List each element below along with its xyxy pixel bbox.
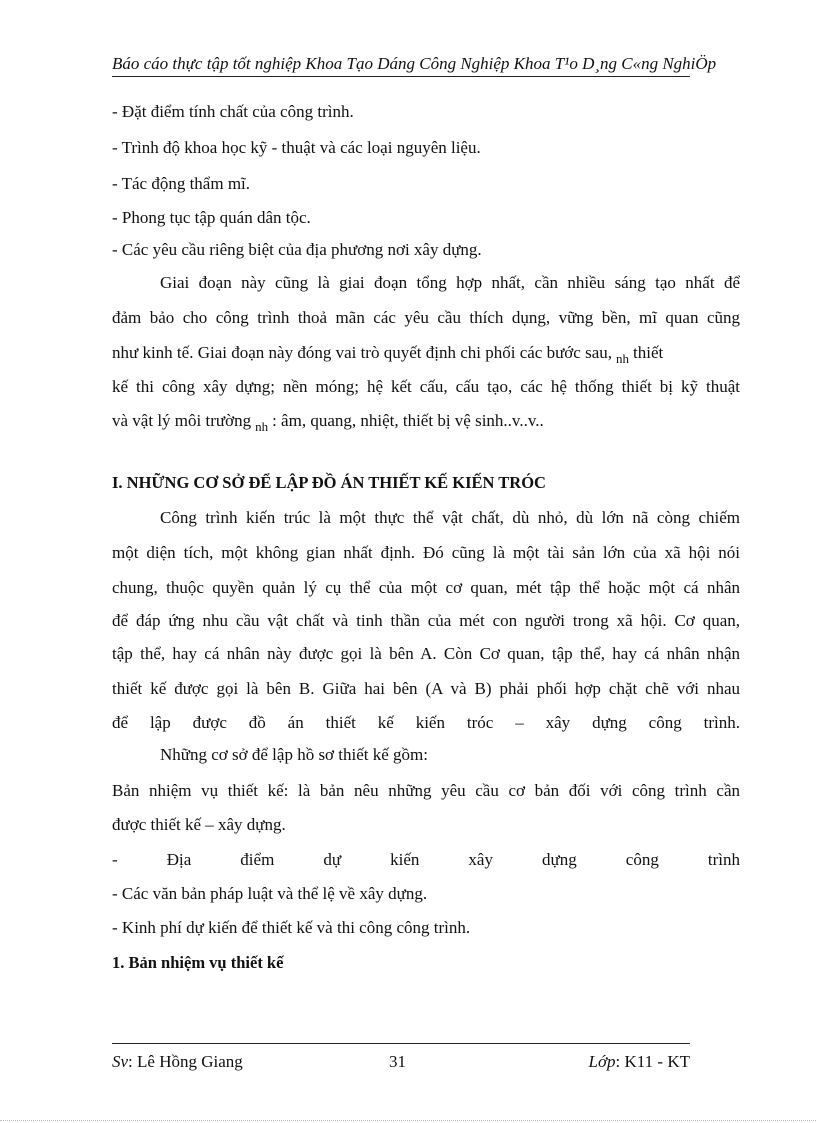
paragraph-line: để đáp ứng nhu cầu vật chất và tinh thần của mét con người trong xã hội. Cơ quan,: [112, 611, 740, 630]
body-line: - Đặt điểm tính chất của công trình.: [112, 102, 354, 121]
student-name: : Lê Hồng Giang: [128, 1052, 243, 1071]
paragraph-line: đảm bảo cho công trình thoả mãn các yêu cầu thích dụng, vững bền, mĩ quan cũng: [112, 308, 740, 327]
text-span: thiết: [633, 343, 664, 362]
paragraph-line: chung, thuộc quyền quản lý cụ thể của một cơ quan, mét tập thể hoặc một cá nhân: [112, 578, 740, 597]
page-number: 31: [389, 1052, 406, 1071]
body-line: - Tác động thẩm mĩ.: [112, 174, 251, 193]
paragraph-line: - Địa điểm dự kiến xây dựng công trình: [112, 850, 740, 869]
text-span: : âm, quang, nhiệt, thiết bị vệ sinh..v..v..: [272, 411, 544, 430]
body-line: - Các yêu cầu riêng biệt của địa phương nơi xây dựng.: [112, 240, 482, 259]
page-header: Báo cáo thực tập tốt nghiệp Khoa Tạo Dáng Công Nghiệp Khoa T¹o D¸ng C«ng NghiÖp: [112, 54, 717, 73]
paragraph-line: kế thi công xây dựng; nền móng; hệ kết cấu, cấu tạo, các hệ thống thiết bị kỹ thuật: [112, 377, 740, 396]
paragraph-line: Công trình kiến trúc là một thực thể vật chất, dù nhỏ, dù lớn nã còng chiếm: [160, 508, 740, 527]
paragraph-line: thiết kế được gọi là bên B. Giữa hai bên (A và B) phải phối hợp chặt chẽ với nhau: [112, 679, 740, 698]
section-heading: I. NHỮNG CƠ SỞ ĐỂ LẬP ĐỒ ÁN THIẾT KẾ KIẾN TRÓC: [112, 473, 546, 492]
paragraph-line: được thiết kế – xây dựng.: [112, 815, 286, 834]
body-line: - Các văn bản pháp luật và thể lệ về xây dựng.: [112, 884, 428, 903]
paragraph-line: một diện tích, một không gian nhất định. Đó cũng là một tài sản lớn của xã hội nói: [112, 543, 740, 562]
paragraph-line: [112, 343, 663, 367]
paragraph-line: Bản nhiệm vụ thiết kế: là bản nêu những yêu cầu cơ bản đối với công trình cần: [112, 781, 740, 800]
body-line: - Phong tục tập quán dân tộc.: [112, 208, 311, 227]
paragraph-line: để lập được đồ án thiết kế kiến tróc – xây dựng công trình.: [112, 713, 740, 732]
paragraph-line: tập thể, hay cá nhân này được gọi là bên A. Còn Cơ quan, tập thể, hay cá nhân nhận: [112, 644, 740, 663]
paragraph-line: Những cơ sở để lập hồ sơ thiết kế gồm:: [160, 745, 429, 764]
subscript-text: nh: [255, 419, 269, 434]
header-rule: [112, 76, 690, 77]
subsection-heading: 1. Bản nhiệm vụ thiết kế: [112, 953, 284, 972]
subscript-text: nh: [616, 351, 629, 366]
class-label: Lớp: [588, 1052, 616, 1071]
footer-student: [112, 1052, 243, 1072]
body-line: - Kinh phí dự kiến để thiết kế và thi công công trình.: [112, 918, 471, 937]
paragraph-line: Giai đoạn này cũng là giai đoạn tổng hợp nhất, cần nhiều sáng tạo nhất để: [160, 273, 740, 292]
footer-rule: [112, 1043, 690, 1044]
text-span: như kinh tế. Giai đoạn này đóng vai trò quyết định chi phối các bước sau,: [112, 343, 612, 362]
student-label: Sv: [112, 1052, 129, 1071]
body-line: - Trình độ khoa học kỹ - thuật và các loại nguyên liệu.: [112, 138, 481, 157]
paragraph-line: [112, 411, 544, 435]
page-bottom-border: [0, 1120, 816, 1121]
text-span: và vật lý môi trường: [112, 411, 252, 430]
class-value: : K11 - KT: [615, 1052, 690, 1071]
footer-class: [589, 1052, 690, 1072]
